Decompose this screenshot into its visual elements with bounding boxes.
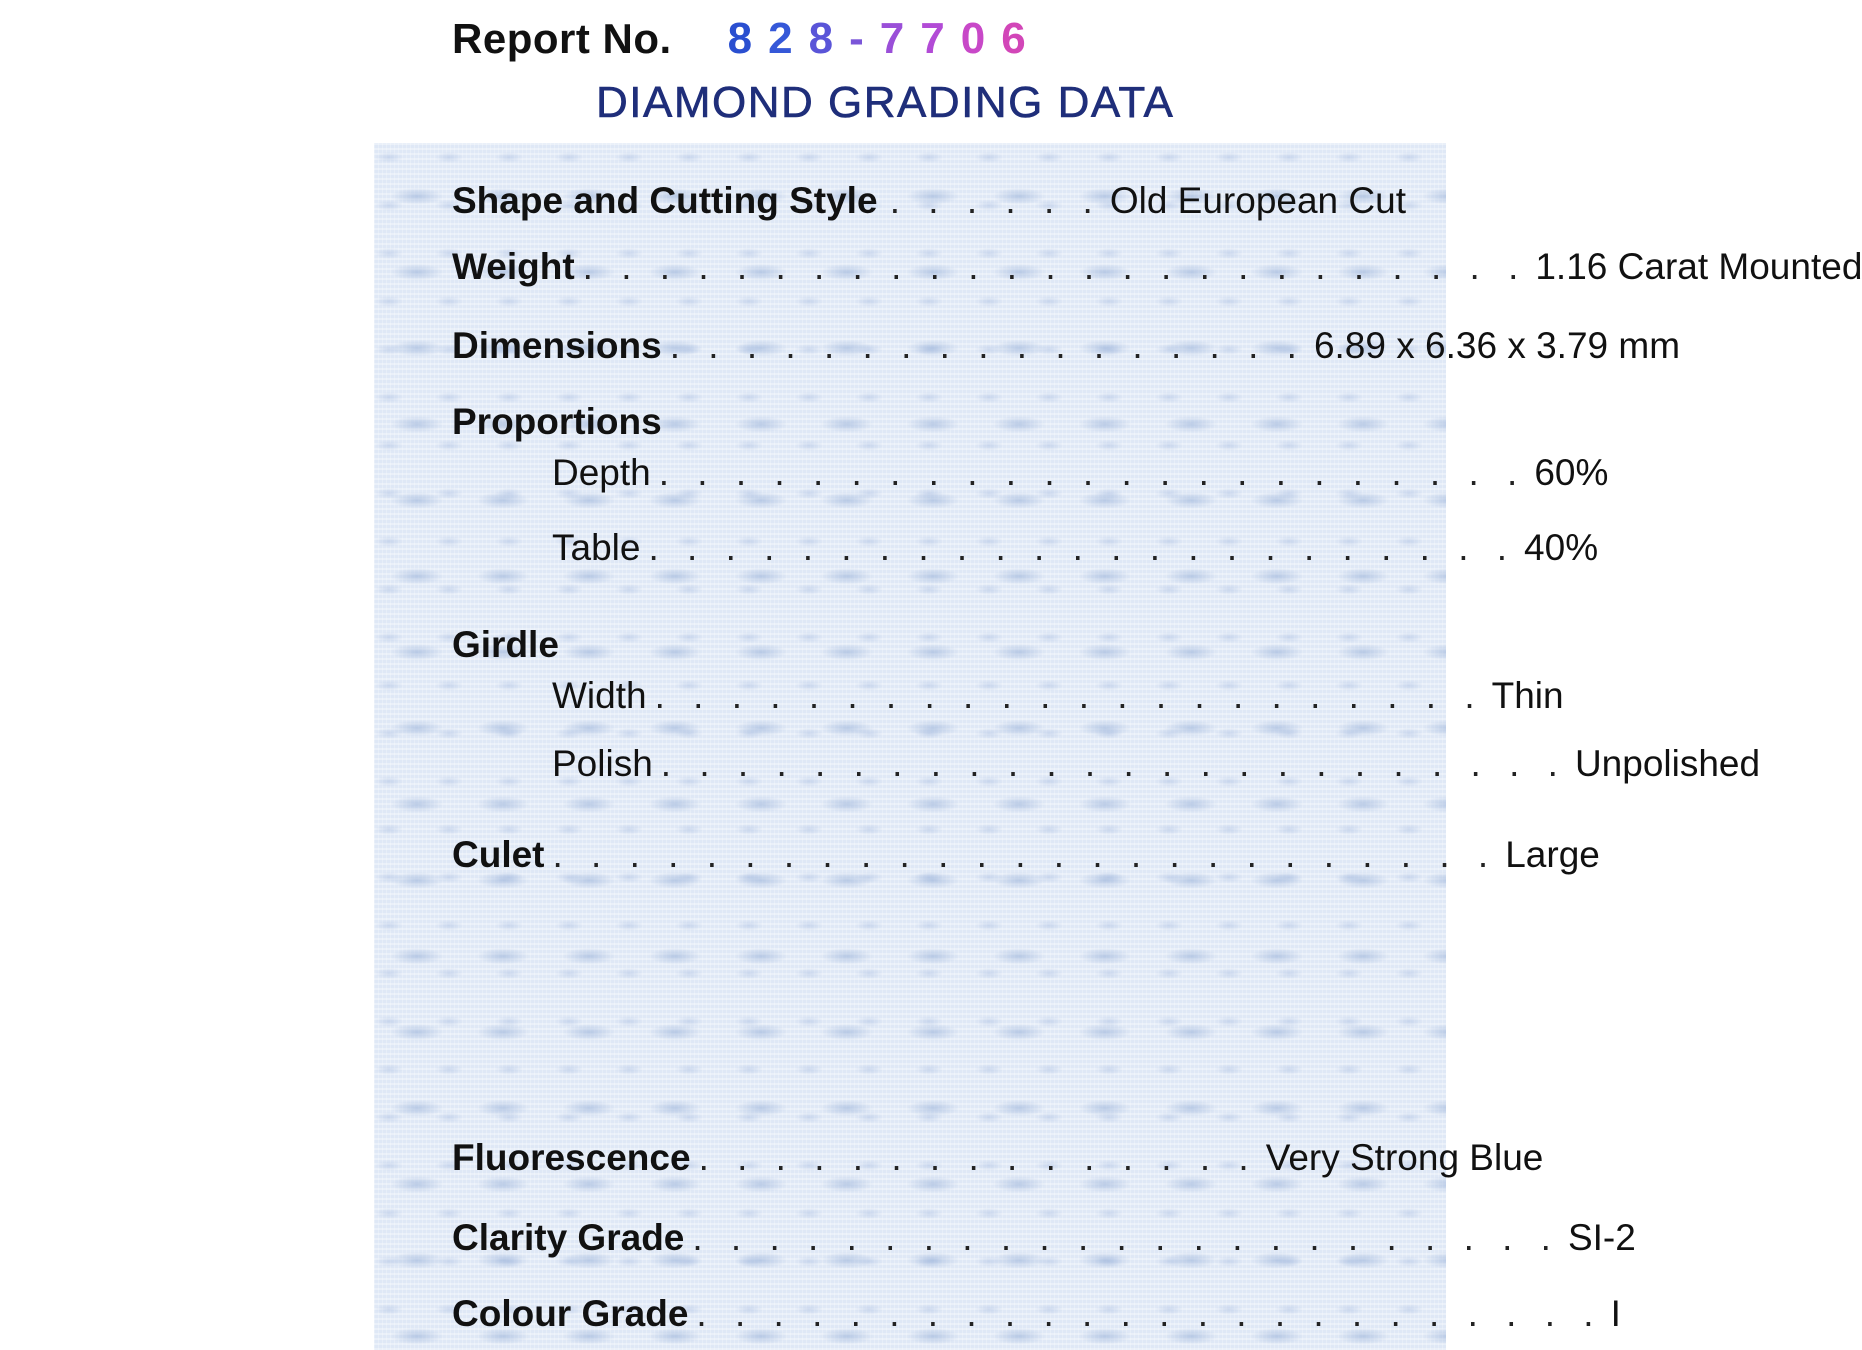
row-label: Table	[552, 527, 641, 568]
report-digit: 8	[727, 14, 769, 63]
row-depth	[452, 452, 1609, 494]
row-shape	[452, 180, 1406, 222]
row-clarity-grade	[452, 1217, 1636, 1259]
leader-dots: . . . . . . . . . . . . . . . . . . . . . .	[654, 675, 1484, 716]
report-digit: 0	[960, 14, 1002, 63]
leader-dots: . . . . . . . . . . . . . . . . . . . . . . . .	[696, 1293, 1603, 1334]
row-label: Culet	[452, 834, 545, 875]
leader-dots: . . . . . . . . . . . . . . . . . . . . . . .	[648, 527, 1517, 568]
row-value: 1.16 Carat Mounted	[1535, 246, 1862, 287]
row-value: Old European Cut	[1109, 180, 1406, 221]
report-number-line	[452, 14, 1042, 70]
report-digit: 8	[808, 14, 850, 63]
leader-dots: . . . . . . . . . . . . . . . . . . . . . . .	[658, 452, 1527, 493]
report-digit: 7	[920, 14, 961, 63]
row-label: Width	[552, 675, 647, 716]
row-girdle-polish	[452, 743, 1761, 785]
row-label: Weight	[452, 246, 575, 287]
row-label: Dimensions	[452, 325, 662, 366]
row-value: Very Strong Blue	[1265, 1137, 1544, 1178]
row-value: I	[1610, 1293, 1621, 1334]
row-value: 6.89 x 6.36 x 3.79 mm	[1313, 325, 1681, 366]
section-heading-girdle: Girdle	[452, 624, 559, 665]
row-label: Fluorescence	[452, 1137, 691, 1178]
row-colour-grade	[452, 1293, 1621, 1335]
row-label: Colour Grade	[452, 1293, 689, 1334]
leader-dots: . . . . . . . . . . . . . . . . . . . . . . . . .	[552, 834, 1498, 875]
row-weight	[452, 246, 1862, 288]
leader-dots: . . . . . .	[889, 180, 1102, 221]
row-culet	[452, 834, 1600, 876]
row-value: Unpolished	[1574, 743, 1761, 784]
leader-dots: . . . . . . . . . . . . . . . . .	[669, 325, 1306, 366]
report-digit: 7	[879, 14, 921, 63]
row-label: Polish	[552, 743, 653, 784]
row-label: Depth	[552, 452, 651, 493]
row-fluorescence	[452, 1137, 1544, 1179]
report-digit: 6	[1001, 14, 1042, 63]
row-value: SI-2	[1567, 1217, 1636, 1258]
report-digit: 2	[768, 14, 809, 63]
leader-dots: . . . . . . . . . . . . . . . . . . . . . . . .	[660, 743, 1567, 784]
row-table	[452, 527, 1599, 569]
section-heading-proportions: Proportions	[452, 401, 662, 442]
row-dimensions	[452, 325, 1681, 367]
leader-dots: . . . . . . . . . . . . . . .	[698, 1137, 1258, 1178]
row-label: Clarity Grade	[452, 1217, 685, 1258]
leader-dots: . . . . . . . . . . . . . . . . . . . . . . .	[692, 1217, 1560, 1258]
row-label: Shape and Cutting Style	[452, 180, 878, 221]
report-digit: -	[849, 14, 880, 63]
leader-dots: . . . . . . . . . . . . . . . . . . . . . . . . .	[582, 246, 1528, 287]
row-value: 60%	[1534, 452, 1609, 493]
row-girdle-width	[452, 675, 1564, 717]
row-value: Large	[1505, 834, 1600, 875]
report-number-label: Report No.	[452, 15, 672, 62]
page-title: DIAMOND GRADING DATA	[596, 78, 1175, 127]
report-number-value	[728, 14, 1042, 64]
row-value: Thin	[1491, 675, 1564, 716]
row-value: 40%	[1524, 527, 1599, 568]
